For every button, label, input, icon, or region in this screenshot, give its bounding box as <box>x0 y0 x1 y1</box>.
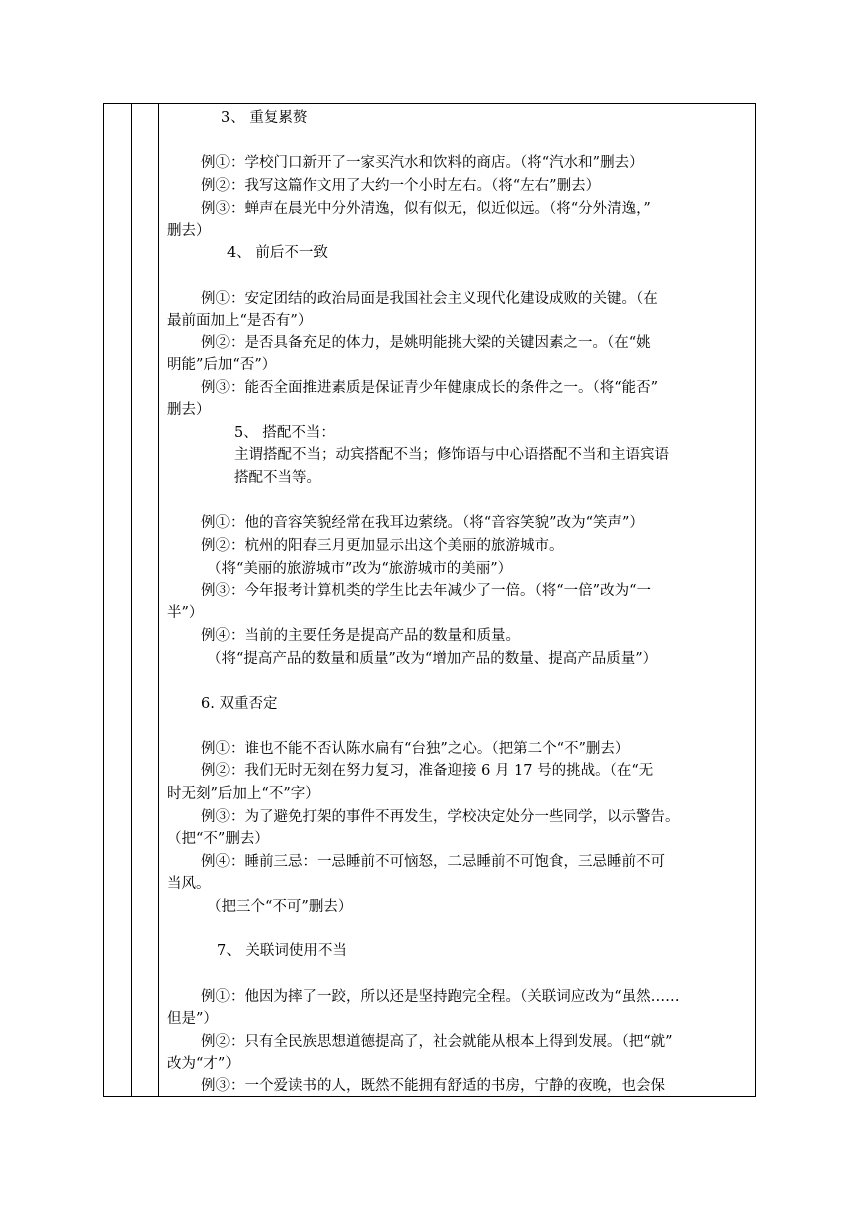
example-line: 例②：杭州的阳春三月更加显示出这个美丽的旅游城市。 <box>201 538 564 554</box>
correction-line: （把三个“不可”删去） <box>207 899 353 915</box>
example-line: 例②：我们无时无刻在努力复习，准备迎接 6 月 17 号的挑战。（在“无 <box>201 763 654 779</box>
continuation-line: 当风。 <box>167 876 211 892</box>
example-line: 例②：只有全民族思想道德提高了，社会就能从根本上得到发展。（把“就” <box>201 1034 673 1050</box>
continuation-line: 但是”） <box>167 1011 218 1027</box>
example-line: 例①：谁也不能不否认陈水扁有“台独”之心。（把第二个“不”删去） <box>201 741 630 757</box>
document-table <box>103 103 756 1097</box>
correction-line: （将“美丽的旅游城市”改为“旅游城市的美丽”） <box>207 561 513 577</box>
description-line: 搭配不当等。 <box>234 470 321 486</box>
example-line: 例③：今年报考计算机类的学生比去年减少了一倍。（将“一倍”改为“一 <box>201 583 651 599</box>
example-line: 例①：安定团结的政治局面是我国社会主义现代化建设成败的关键。（在 <box>201 291 658 307</box>
table-column-divider <box>131 104 132 1096</box>
continuation-line: 删去） <box>167 402 211 418</box>
example-line: 例①：他的音容笑貌经常在我耳边萦绕。（将“音容笑貌”改为“笑声”） <box>201 515 644 531</box>
continuation-line: 最前面加上“是否有”） <box>167 313 313 329</box>
continuation-line: 改为“才”） <box>167 1056 240 1072</box>
example-line: 例①：学校门口新开了一家买汽水和饮料的商店。（将“汽水和”删去） <box>201 155 644 171</box>
correction-line: （将“提高产品的数量和质量”改为“增加产品的数量、提高产品质量”） <box>207 651 658 667</box>
section-heading: 3、 重复累赘 <box>221 110 308 126</box>
section-heading: 6. 双重否定 <box>201 696 278 712</box>
section-heading: 5、 搭配不当： <box>234 425 335 441</box>
example-line: 例③：蝉声在晨光中分外清逸，似有似无，似近似远。（将“分外清逸，” <box>201 201 651 217</box>
continuation-line: 时无刻”后加上“不”字） <box>167 786 320 802</box>
section-heading: 4、 前后不一致 <box>227 245 328 261</box>
example-line: 例③：能否全面推进素质是保证青少年健康成长的条件之一。（将“能否” <box>201 380 659 396</box>
example-line: 例②：我写这篇作文用了大约一个小时左右。（将“左右”删去） <box>201 178 601 194</box>
example-line: 例④：当前的主要任务是提高产品的数量和质量。 <box>201 628 520 644</box>
continuation-line: 明能”后加“否”） <box>167 357 277 373</box>
continuation-line: （把“不”删去） <box>167 831 269 847</box>
example-line: 例③：一个爱读书的人，既然不能拥有舒适的书房，宁静的夜晚，也会保 <box>201 1078 665 1094</box>
table-content-cell <box>159 104 749 1096</box>
continuation-line: 半”） <box>167 605 204 621</box>
section-heading: 7、 关联词使用不当 <box>217 943 347 959</box>
example-line: 例②：是否具备充足的体力，是姚明能挑大梁的关键因素之一。（在“姚 <box>201 335 651 351</box>
example-line: 例③：为了避免打架的事件不再发生，学校决定处分一些同学，以示警告。 <box>201 809 680 825</box>
continuation-line: 删去） <box>167 223 211 239</box>
example-line: 例④：睡前三忌：一忌睡前不可恼怒，二忌睡前不可饱食，三忌睡前不可 <box>201 854 665 870</box>
example-line: 例①：他因为摔了一跤，所以还是坚持跑完全程。（关联词应改为“虽然…… <box>201 989 680 1005</box>
description-line: 主谓搭配不当；动宾搭配不当；修饰语与中心语搭配不当和主语宾语 <box>234 447 669 463</box>
